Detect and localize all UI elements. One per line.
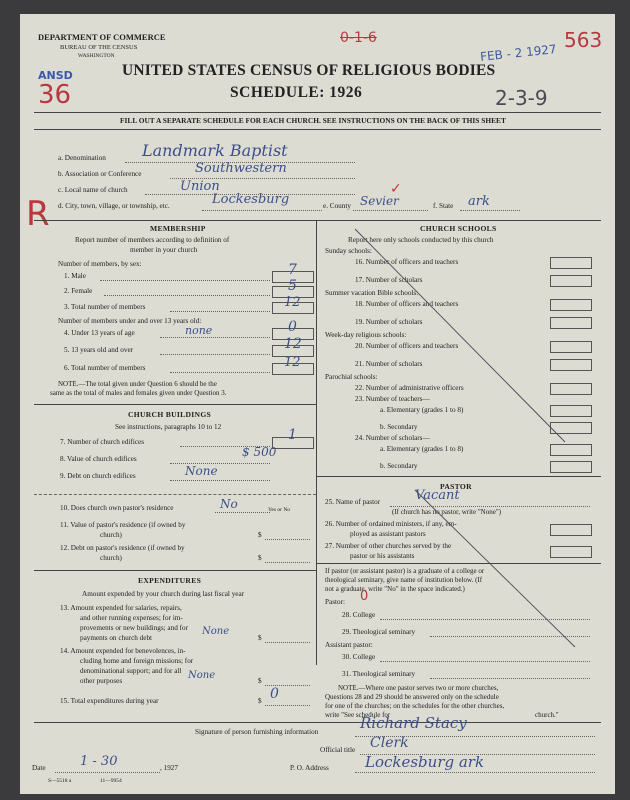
q23a-label: a. Elementary (grades 1 to 8) bbox=[380, 406, 464, 414]
q12-label: 12. Debt on pastor's residence (if owned by bbox=[60, 544, 185, 552]
membership-intro-1: Report number of members according to definition of bbox=[75, 236, 230, 244]
pastor-grad-value: 0 bbox=[360, 589, 369, 604]
q25-label: 25. Name of pastor bbox=[325, 498, 381, 506]
signature-value: Richard Stacy bbox=[360, 714, 467, 732]
denomination-value: Landmark Baptist bbox=[142, 141, 288, 160]
q8-label: 8. Value of church edifices bbox=[60, 455, 137, 463]
q14-line-3: denominational support; and for all bbox=[80, 667, 182, 675]
q23-label: 23. Number of teachers— bbox=[355, 395, 430, 403]
q7-value: 1 bbox=[288, 427, 297, 443]
red-number-36: 36 bbox=[38, 80, 72, 110]
q13-line-4: payments on church debt bbox=[80, 634, 153, 642]
q27-line-1: 27. Number of other churches served by the bbox=[325, 542, 452, 550]
q5-label: 5. 13 years old and over bbox=[64, 346, 134, 354]
membership-intro-2: member in your church bbox=[130, 246, 198, 254]
form-schedule: SCHEDULE: 1926 bbox=[230, 84, 363, 101]
q14-dollar: $ bbox=[258, 677, 262, 685]
red-check-mark: ✓ bbox=[390, 181, 402, 197]
state-label: f. State bbox=[433, 202, 454, 210]
local-name-value: Union bbox=[180, 179, 220, 194]
q24b-label: b. Secondary bbox=[380, 462, 418, 470]
summer-schools-label: Summer vacation Bible schools: bbox=[325, 289, 419, 297]
q12-label-2: church) bbox=[100, 554, 122, 562]
membership-note-2: same as the total of males and females given under Question 3. bbox=[50, 389, 227, 397]
q25-note: (If church has no pastor, write "None") bbox=[392, 508, 502, 516]
membership-note-1: NOTE.—The total given under Question 6 should be the bbox=[58, 380, 217, 388]
pastor-note-4: write "See schedule for bbox=[325, 711, 391, 719]
date-year: , 1927 bbox=[160, 764, 178, 772]
schools-heading: CHURCH SCHOOLS bbox=[420, 224, 497, 233]
q30-label: 30. College bbox=[342, 653, 376, 661]
membership-heading: MEMBERSHIP bbox=[150, 224, 206, 233]
q18-label: 18. Number of officers and teachers bbox=[355, 300, 459, 308]
date-label: Date bbox=[32, 764, 46, 772]
q15-dollar: $ bbox=[258, 697, 262, 705]
q15-label: 15. Total expenditures during year bbox=[60, 697, 159, 705]
members-by-sex: Number of members, by sex: bbox=[58, 260, 142, 268]
q25-value: Vacant bbox=[415, 488, 460, 503]
q26-line-1: 26. Number of ordained ministers, if any, em- bbox=[325, 520, 457, 528]
q15-value: 0 bbox=[270, 686, 279, 702]
po-address-label: P. O. Address bbox=[290, 764, 329, 772]
association-value: Southwestern bbox=[195, 161, 287, 176]
q6-value: 12 bbox=[284, 355, 301, 370]
q5-value: 12 bbox=[284, 336, 302, 352]
q3-value: 12 bbox=[284, 295, 301, 310]
members-by-age: Number of members under and over 13 years old: bbox=[58, 317, 202, 325]
assistant-pastor-label: Assistant pastor: bbox=[325, 641, 373, 649]
received-date-stamp: FEB - 2 1927 bbox=[479, 42, 558, 64]
q21-label: 21. Number of scholars bbox=[355, 360, 423, 368]
pencil-code: 2-3-9 bbox=[495, 86, 548, 110]
q13-line-3: provements or new buildings; and for bbox=[80, 624, 188, 632]
sunday-schools-label: Sunday schools: bbox=[325, 247, 372, 255]
graduate-note-1: If pastor (or assistant pastor) is a graduate of a college or bbox=[325, 567, 485, 575]
pastor-note-1: NOTE.—Where one pastor serves two or more churches, bbox=[338, 684, 499, 692]
q13-dollar: $ bbox=[258, 634, 262, 642]
q4-label: 4. Under 13 years of age bbox=[64, 329, 135, 337]
expenditures-sub: Amount expended by your church during last fiscal year bbox=[82, 590, 245, 598]
q6-label: 6. Total number of members bbox=[64, 364, 146, 372]
q7-label: 7. Number of church edifices bbox=[60, 438, 145, 446]
q31-label: 31. Theological seminary bbox=[342, 670, 416, 678]
denomination-label: a. Denomination bbox=[58, 154, 106, 162]
q2-label: 2. Female bbox=[64, 287, 93, 295]
q17-label: 17. Number of scholars bbox=[355, 276, 423, 284]
date-value: 1 - 30 bbox=[80, 754, 118, 769]
q22-label: 22. Number of administrative officers bbox=[355, 384, 464, 392]
graduate-note-3: not a graduate, write "No" in the space indicated.) bbox=[325, 585, 465, 593]
diagonal-cancel-line bbox=[20, 14, 615, 794]
q14-line-4: other purposes bbox=[80, 677, 123, 685]
red-letter-r: R bbox=[26, 194, 50, 234]
q12-dollar: $ bbox=[258, 554, 262, 562]
q9-value: None bbox=[185, 464, 218, 478]
q3-label: 3. Total number of members bbox=[64, 303, 146, 311]
q19-label: 19. Number of scholars bbox=[355, 318, 423, 326]
print-number: 11—9954 bbox=[100, 778, 122, 784]
q2-value: 5 bbox=[288, 278, 297, 294]
q20-label: 20. Number of officers and teachers bbox=[355, 342, 459, 350]
department-name: DEPARTMENT OF COMMERCE bbox=[38, 32, 166, 42]
q4-note: none bbox=[185, 324, 213, 337]
q1-label: 1. Male bbox=[64, 272, 86, 280]
pastor-note-5: church." bbox=[535, 711, 559, 719]
q9-label: 9. Debt on church edifices bbox=[60, 472, 136, 480]
q16-label: 16. Number of officers and teachers bbox=[355, 258, 459, 266]
q10-options: Yes or No bbox=[268, 507, 291, 513]
q11-dollar: $ bbox=[258, 531, 262, 539]
form-instruction: FILL OUT A SEPARATE SCHEDULE FOR EACH CHURCH. SEE INSTRUCTIONS ON THE BACK OF THIS SHEET bbox=[120, 116, 506, 125]
q24a-label: a. Elementary (grades 1 to 8) bbox=[380, 445, 464, 453]
q14-value: None bbox=[188, 670, 216, 681]
bureau-name: BUREAU OF THE CENSUS bbox=[60, 44, 138, 51]
pastor-heading: PASTOR bbox=[440, 482, 472, 491]
q27-line-2: pastor or his assistants bbox=[350, 552, 415, 560]
po-address-value: Lockesburg ark bbox=[365, 753, 485, 771]
q8-value: $ 500 bbox=[242, 445, 277, 459]
schools-intro: Report here only schools conducted by this church bbox=[348, 236, 494, 244]
pastor-note-3: for one of the churches; on the schedules for the other churches, bbox=[325, 702, 505, 710]
q23b-label: b. Secondary bbox=[380, 423, 418, 431]
expenditures-heading: EXPENDITURES bbox=[138, 576, 202, 585]
buildings-sub: See instructions, paragraphs 10 to 12 bbox=[115, 423, 222, 431]
state-value: ark bbox=[468, 194, 490, 209]
local-name-label: c. Local name of church bbox=[58, 186, 128, 194]
parochial-schools-label: Parochial schools: bbox=[325, 373, 378, 381]
q10-label: 10. Does church own pastor's residence bbox=[60, 504, 174, 512]
official-title-label: Official title bbox=[320, 746, 356, 754]
graduate-note-2: theological seminary, give name of institution below. (If bbox=[325, 576, 483, 584]
census-form-sheet bbox=[20, 14, 615, 794]
q24-label: 24. Number of scholars— bbox=[355, 434, 430, 442]
form-number: S—5518 a bbox=[48, 778, 72, 784]
q28-label: 28. College bbox=[342, 611, 376, 619]
form-title: UNITED STATES CENSUS OF RELIGIOUS BODIES bbox=[122, 62, 496, 79]
county-value: Sevier bbox=[360, 194, 399, 208]
weekday-schools-label: Week-day religious schools: bbox=[325, 331, 407, 339]
county-label: e. County bbox=[323, 202, 351, 210]
q29-label: 29. Theological seminary bbox=[342, 628, 416, 636]
q14-line-2: cluding home and foreign missions; for bbox=[80, 657, 194, 665]
ansd-stamp: ANSD bbox=[38, 69, 73, 82]
q1-value: 7 bbox=[288, 262, 297, 278]
official-title-value: Clerk bbox=[370, 735, 409, 751]
q13-line-1: 13. Amount expended for salaries, repairs, bbox=[60, 604, 182, 612]
pastor-note-2: Questions 28 and 29 should be answered only on the schedule bbox=[325, 693, 499, 701]
q4-value: 0 bbox=[288, 319, 297, 335]
q13-value: None bbox=[202, 626, 230, 637]
association-label: b. Association or Conference bbox=[58, 170, 142, 178]
q13-line-2: and other running expenses; for im- bbox=[80, 614, 183, 622]
buildings-heading: CHURCH BUILDINGS bbox=[128, 410, 212, 419]
q11-label: 11. Value of pastor's residence (if owned by bbox=[60, 521, 186, 529]
signature-label: Signature of person furnishing information bbox=[195, 728, 319, 736]
crossed-number: 0-1-6 bbox=[340, 30, 377, 46]
city-name: WASHINGTON bbox=[78, 53, 115, 59]
q14-line-1: 14. Amount expended for benevolences, in- bbox=[60, 647, 186, 655]
q10-value: No bbox=[220, 497, 238, 511]
q11-label-2: church) bbox=[100, 531, 122, 539]
red-number-563: 563 bbox=[564, 28, 603, 52]
q26-line-2: ployed as assistant pastors bbox=[350, 530, 426, 538]
city-value: Lockesburg bbox=[212, 192, 290, 207]
pastor-sub-label: Pastor: bbox=[325, 598, 345, 606]
city-label: d. City, town, village, or township, etc. bbox=[58, 202, 170, 210]
